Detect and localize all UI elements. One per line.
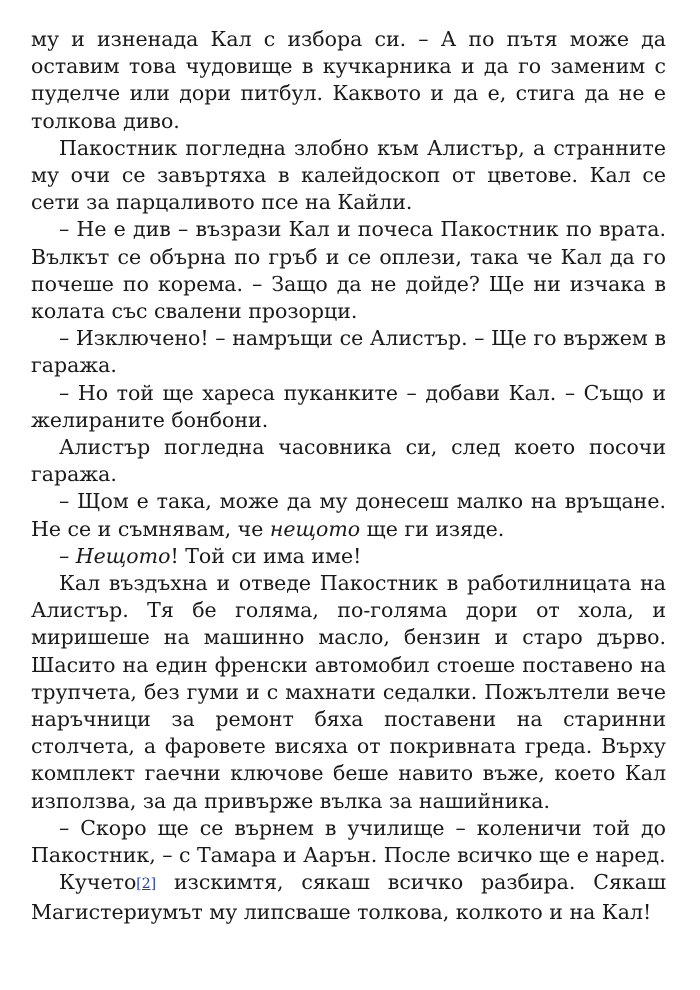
paragraph-8-text-after: ! Той си има име! (170, 543, 362, 568)
paragraph-8-emphasis: Нещото (75, 543, 171, 568)
paragraph-6: Алистър погледна часовника си, след което посочи гаража. (31, 435, 666, 487)
paragraph-7-text-after: ще ги изяде. (360, 516, 505, 541)
paragraph-9: Кал въздъхна и отведе Пакостник в работилницата на Алистър. Тя бе голяма, по-голяма дори от хола, и миришеше на машинно масло, бензин и старо дърво. Шасито на един френски автомобил стоеше поставено на трупчета, без гуми и с махнати седалки. Пожълтели вече наръчници за ремонт бяха поставени на старинни столчета, а фаровете висяха от покривната греда. Върху комплект гаечни ключове беше навито въже, което Кал използва, за да привърже вълка за нашийника. (31, 571, 666, 813)
paragraph-2: Пакостник погледна злобно към Алистър, а странните му очи се завъртяха в калейдоскоп от цветове. Кал се сети за парцаливото псе на Кайли. (31, 135, 666, 215)
paragraph-7-text-before: – Щом е така, може да му донесеш малко на връщане. Не се и съмнявам, че (31, 489, 666, 541)
paragraph-8-text-before: – (59, 543, 76, 568)
paragraph-5: – Но той ще хареса пуканките – добави Кал. – Също и желираните бонбони. (31, 380, 666, 432)
paragraph-11-text-before: Кучето (59, 870, 137, 895)
paragraph-7 (31, 488, 666, 542)
paragraph-10: – Скоро ще се върнем в училище – коленичи той до Пакостник, – с Тамара и Аарън. После всичко ще е наред. (31, 815, 666, 868)
footnote-link[interactable]: [2] (136, 876, 157, 893)
book-page (31, 26, 666, 926)
paragraph-11-text-after: изскимтя, сякаш всичко разбира. Сякаш Магистериумът му липсваше толкова, колкото и на Кал! (31, 870, 666, 924)
paragraph-4: – Изключено! – намръщи се Алистър. – Ще го вържем в гаража. (31, 326, 666, 378)
paragraph-3: – Не е див – възрази Кал и почеса Пакостник по врата. Вълкът се обърна по гръб и се оплези, така че Кал да го почеше по корема. – Защо да не дойде? Ще ни изчака в колата със свалени прозорци. (31, 217, 666, 324)
paragraph-7-emphasis: нещото (269, 516, 361, 541)
paragraph-11 (31, 869, 666, 925)
paragraph-8 (31, 543, 666, 570)
paragraph-1: му и изненада Кал с избора си. – А по пътя може да оставим това чудовище в кучкарника и да го заменим с пуделче или дори питбул. Каквото и да е, стига да не е толкова диво. (31, 27, 666, 133)
